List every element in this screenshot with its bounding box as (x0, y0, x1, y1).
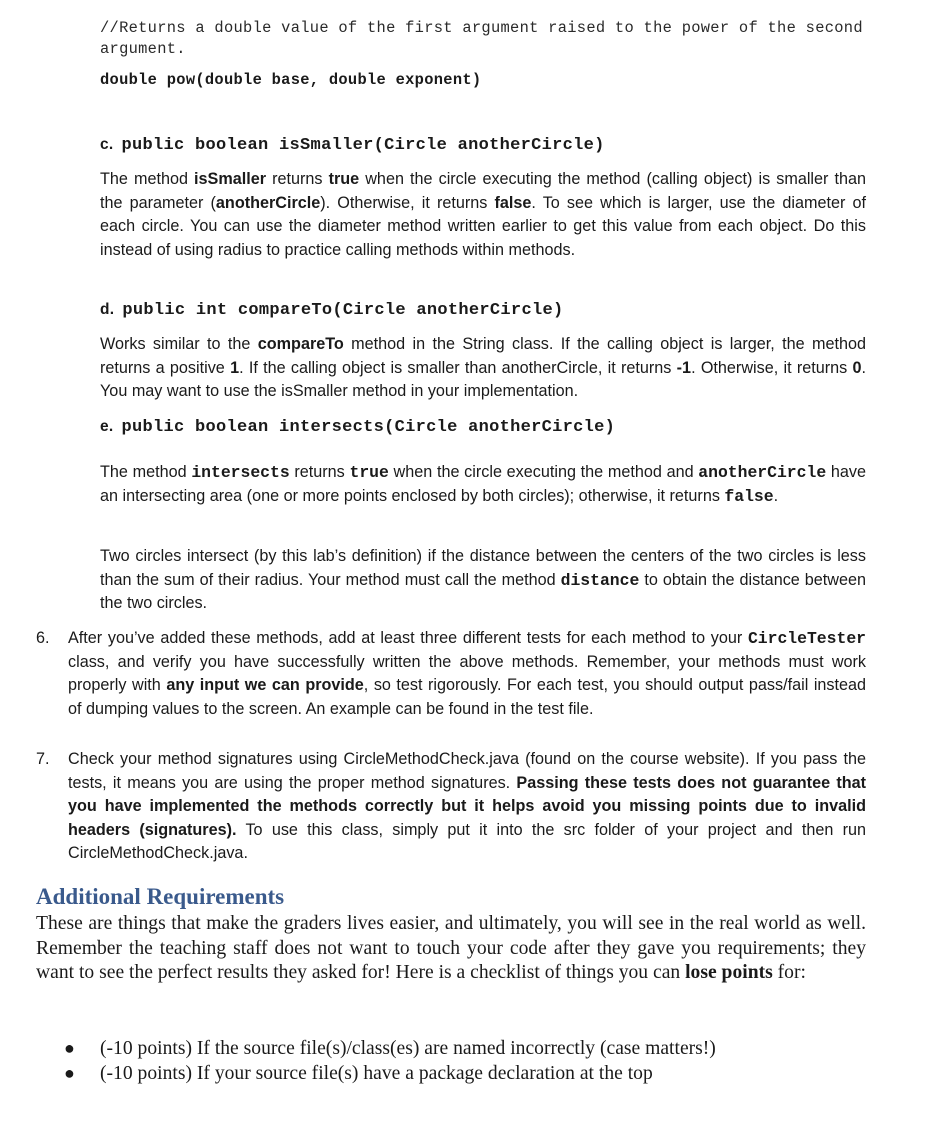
item-6-text: After you’ve added these methods, add at least three different tests for each method to your CircleTester class, and verify you have successfully written the above methods. Remember, your methods must work properly with any input we can provide, so test rigorously. For each test, you should output pass/fail instead of dumping values to the screen. An example can be found in the test file. (68, 629, 867, 718)
method-e-signature: public boolean intersects(Circle anotherCircle) (121, 418, 616, 437)
method-e-letter: e. (100, 418, 114, 435)
additional-requirements-heading: Additional Requirements (36, 884, 285, 909)
item-6-number: 6. (36, 629, 50, 647)
method-d-heading (100, 299, 563, 322)
bullet-icon: ● (64, 1063, 75, 1083)
intersect-definition: Two circles intersect (by this lab’s definition) if the distance between the centers of the two circles is less than the sum of their radius. Your method must call the method distance to obtain the distance between the two circles. (100, 547, 867, 612)
method-c-heading (100, 134, 605, 157)
item-7-text: Check your method signatures using CircleMethodCheck.java (found on the course website). If you pass the tests, it means you are using the proper method signatures. Passing these tests does not guarantee that you have implemented the methods correctly but it helps avoid you missing points due to invalid headers (signatures). To use this class, simply put it into the src folder of your project and then run CircleMethodCheck.java. (68, 750, 866, 862)
bullet-item: (-10 points) If the source file(s)/class(es) are named incorrectly (case matters!) (100, 1038, 716, 1059)
bullet-item: (-10 points) If your source file(s) have a package declaration at the top (100, 1063, 653, 1084)
method-c-signature: public boolean isSmaller(Circle anotherCircle) (121, 136, 605, 155)
bullet-icon: ● (64, 1038, 75, 1058)
code-signature: double pow(double base, double exponent) (100, 71, 482, 89)
method-e-description: The method intersects returns true when the circle executing the method and anotherCircle have an intersecting area (one or more points enclosed by both circles); otherwise, it returns false. (100, 463, 866, 506)
method-d-letter: d. (100, 301, 115, 318)
method-c-description: The method isSmaller returns true when the circle executing the method (calling object) is smaller than the parameter (anotherCircle). Otherwise, it returns false. To see which is larger, use the diameter of each circle. You can use the diameter method written earlier to get this value from each object. Do this instead of using radius to practice calling methods within methods. (100, 170, 867, 259)
method-c-letter: c. (100, 136, 114, 153)
additional-requirements-text: These are things that make the graders lives easier, and ultimately, you will see in the real world as well. Remember the teaching staff does not want to touch your code after they gave you requirements; they want to see the perfect results they asked for! Here is a checklist of things you can lose points for: (36, 913, 866, 983)
method-d-description: Works similar to the compareTo method in the String class. If the calling object is larger, the method returns a positive 1. If the calling object is smaller than anotherCircle, it returns -1. Otherwise, it returns 0. You may want to use the isSmaller method in your implementation. (100, 335, 866, 400)
item-7-number: 7. (36, 750, 50, 768)
method-d-signature: public int compareTo(Circle anotherCircle) (122, 301, 564, 320)
code-comment: //Returns a double value of the first argument raised to the power of the second argument. (100, 19, 863, 58)
method-e-heading (100, 416, 615, 439)
